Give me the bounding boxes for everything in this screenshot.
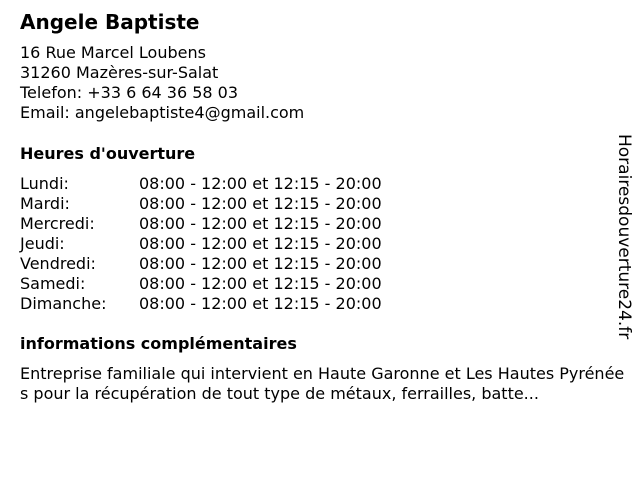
address-street: 16 Rue Marcel Loubens [20, 43, 206, 62]
day-label: Vendredi: [20, 254, 96, 273]
day-hours: 08:00 - 12:00 et 12:15 - 20:00 [139, 274, 382, 293]
day-hours: 08:00 - 12:00 et 12:15 - 20:00 [139, 214, 382, 233]
hours-row-monday [20, 174, 382, 194]
info-heading: informations complémentaires [20, 334, 297, 353]
day-label: Mercredi: [20, 214, 95, 233]
day-hours: 08:00 - 12:00 et 12:15 - 20:00 [139, 234, 382, 253]
address-city: 31260 Mazères-sur-Salat [20, 63, 219, 82]
day-label: Samedi: [20, 274, 86, 293]
business-name: Angele Baptiste [20, 10, 200, 34]
hours-table [20, 174, 382, 314]
day-label: Jeudi: [20, 234, 65, 253]
hours-row-tuesday [20, 194, 382, 214]
day-hours: 08:00 - 12:00 et 12:15 - 20:00 [139, 294, 382, 313]
watermark-text: Horairesdouverture24.fr [614, 134, 634, 340]
hours-row-thursday [20, 234, 382, 254]
hours-row-saturday [20, 274, 382, 294]
hours-row-sunday [20, 294, 382, 314]
hours-row-friday [20, 254, 382, 274]
day-hours: 08:00 - 12:00 et 12:15 - 20:00 [139, 174, 382, 193]
phone-number: Telefon: +33 6 64 36 58 03 [20, 83, 239, 102]
day-label: Mardi: [20, 194, 70, 213]
day-hours: 08:00 - 12:00 et 12:15 - 20:00 [139, 194, 382, 213]
info-description: Entreprise familiale qui intervient en Haute Garonne et Les Hautes Pyrénées pour la récupération de tout type de métaux, ferrailles, batte... [20, 364, 625, 403]
email-address: Email: angelebaptiste4@gmail.com [20, 103, 305, 122]
day-hours: 08:00 - 12:00 et 12:15 - 20:00 [139, 254, 382, 273]
hours-heading: Heures d'ouverture [20, 144, 196, 163]
day-label: Dimanche: [20, 294, 107, 313]
hours-row-wednesday [20, 214, 382, 234]
contact-block [20, 43, 304, 123]
day-label: Lundi: [20, 174, 69, 193]
